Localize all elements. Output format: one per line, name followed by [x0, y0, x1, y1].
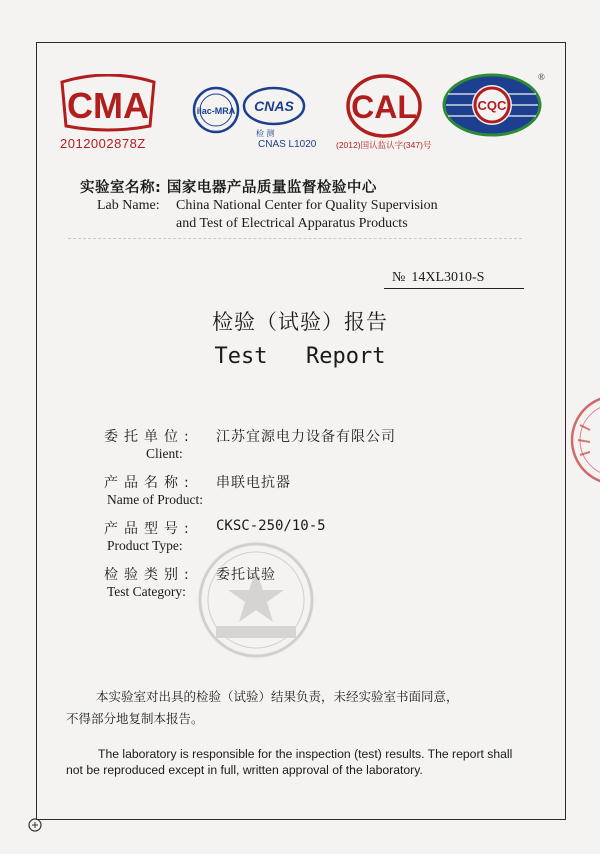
cnas-number: CNAS L1020	[258, 139, 317, 150]
registered-mark: ®	[538, 72, 545, 82]
notice-cn	[66, 686, 536, 730]
cal-number: (2012)国认监认字(347)号	[336, 140, 432, 150]
client-label-en: Client:	[146, 446, 183, 461]
svg-text:CQC: CQC	[477, 98, 507, 113]
cnas-sub-label: 检 测	[256, 129, 275, 138]
notice-cn-line2: 不得部分地复制本报告。	[66, 711, 204, 726]
lab-name-en-line2: and Test of Electrical Apparatus Products	[176, 216, 408, 231]
cma-logo	[58, 74, 158, 134]
test-category-label-cn: 检验类别:	[104, 567, 195, 583]
report-title-cn: 检验（试验）报告	[212, 310, 388, 334]
svg-text:CMA: CMA	[67, 85, 149, 126]
product-name-value: 串联电抗器	[216, 475, 291, 491]
divider	[68, 238, 522, 239]
corner-mark-icon	[28, 818, 42, 832]
notice-en-line1: The laboratory is responsible for the inspection (test) results. The report shall	[98, 747, 513, 761]
report-number	[392, 270, 484, 286]
report-number-underline	[384, 288, 524, 289]
ilac-cnas-logo	[188, 82, 308, 142]
notice-cn-line1: 本实验室对出具的检验（试验）结果负责，未经实验室书面同意，	[96, 689, 459, 704]
lab-name-cn-label: 实验室名称:	[80, 180, 162, 196]
svg-text:ilac-MRA: ilac-MRA	[196, 106, 236, 116]
lab-name-cn	[80, 176, 377, 197]
product-type-label-en: Product Type:	[107, 538, 183, 553]
lab-name-en-label: Lab Name:	[97, 198, 160, 213]
product-name-label-cn: 产品名称:	[104, 475, 195, 491]
red-stamp-edge	[560, 380, 600, 500]
report-number-value: 14XL3010-S	[411, 270, 485, 285]
number-symbol: №	[392, 270, 406, 285]
cma-number: 2012002878Z	[60, 136, 146, 151]
lab-name-en-line1: China National Center for Quality Supervision	[176, 198, 438, 213]
notice-en	[66, 746, 546, 778]
client-value: 江苏宜源电力设备有限公司	[216, 429, 396, 445]
client-label-cn: 委托单位:	[104, 429, 195, 445]
product-type-value: CKSC-250/10-5	[216, 518, 326, 534]
test-category-value: 委托试验	[216, 567, 276, 583]
svg-text:CAL: CAL	[351, 89, 417, 125]
cal-logo	[344, 74, 424, 140]
inspection-seal-watermark	[196, 540, 316, 660]
cqc-logo	[440, 72, 544, 138]
product-name-label-en: Name of Product:	[107, 492, 203, 507]
lab-name-cn-value: 国家电器产品质量监督检验中心	[166, 180, 377, 196]
svg-text:CNAS: CNAS	[254, 98, 294, 114]
product-type-label-cn: 产品型号:	[104, 521, 195, 537]
report-title-en: Test Report	[214, 344, 386, 369]
test-category-label-en: Test Category:	[107, 584, 186, 599]
notice-en-line2: not be reproduced except in full, written approval of the laboratory.	[66, 763, 423, 777]
